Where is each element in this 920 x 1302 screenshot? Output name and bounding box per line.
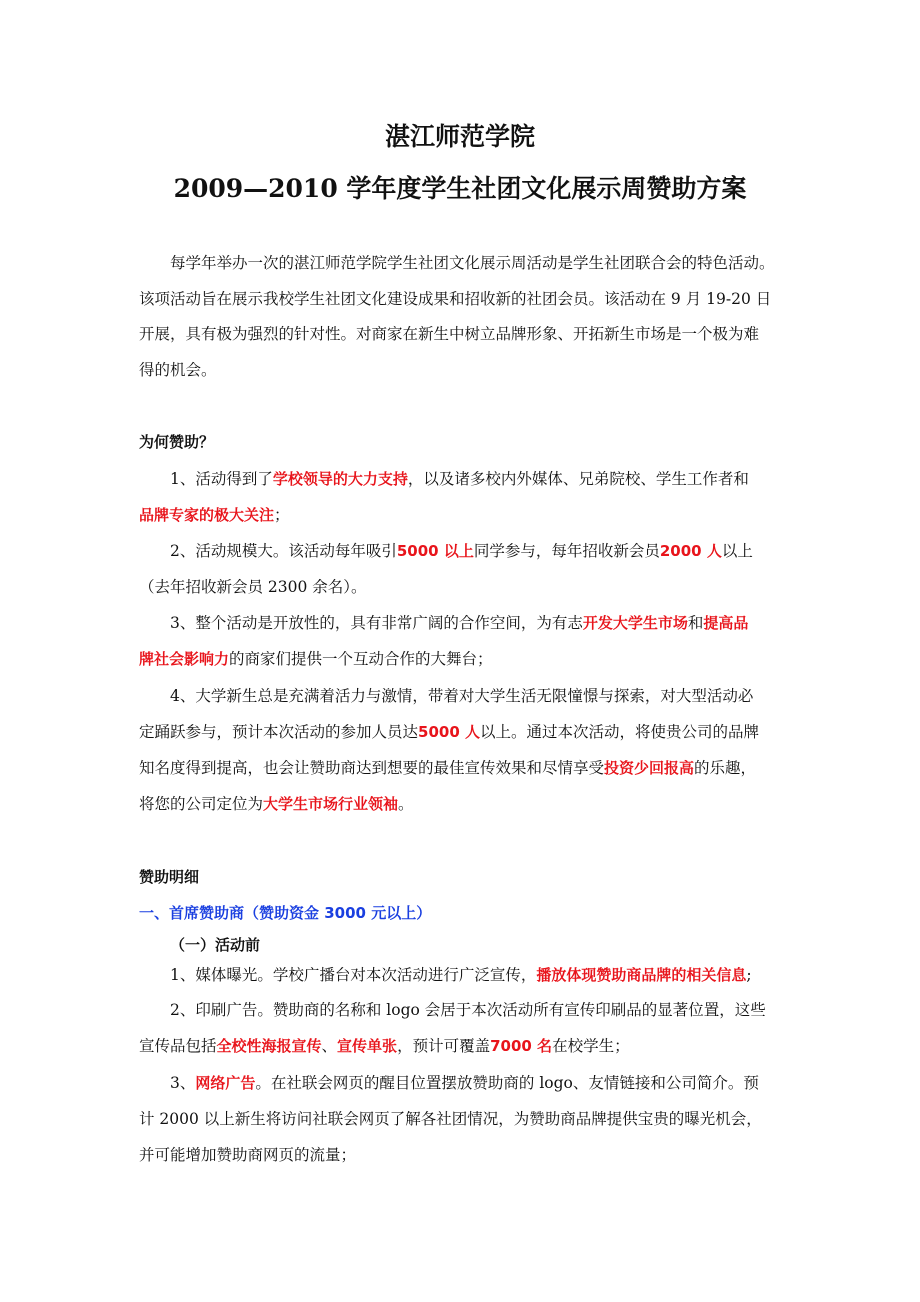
why-point-2-cont: （去年招收新会员 2300 余名）。 xyxy=(139,578,367,596)
highlight: 播放体现赞助商品牌的相关信息 xyxy=(536,966,747,984)
detail-item-3: 3、网络广告。在社联会网页的醒目位置摆放赞助商的 logo、友情链接和公司简介。预 xyxy=(170,1074,759,1092)
highlight: 提高品 xyxy=(703,614,749,632)
why-point-3-cont: 牌社会影响力的商家们提供一个互动合作的大舞台； xyxy=(139,650,493,668)
detail-heading: 赞助明细 xyxy=(139,868,200,886)
document-title-line1: 湛江师范学院 xyxy=(384,122,535,151)
intro-line: 该项活动旨在展示我校学生社团文化建设成果和招收新的社团会员。该活动在 9 月 19-20 日 xyxy=(139,290,772,308)
why-point-4: 4、大学新生总是充满着活力与激情，带着对大学生活无限憧憬与探索，对大型活动必 xyxy=(170,687,754,705)
tier-1-heading: 一、首席赞助商（赞助资金 3000 元以上） xyxy=(139,904,432,922)
why-point-4-cont: 将您的公司定位为大学生市场行业领袖。 xyxy=(139,795,414,813)
detail-item-1: 1、媒体曝光。学校广播台对本次活动进行广泛宣传，播放体现赞助商品牌的相关信息; xyxy=(170,966,752,984)
highlight: 全校性海报宣传 xyxy=(216,1037,322,1055)
intro-line: 每学年举办一次的湛江师范学院学生社团文化展示周活动是学生社团联合会的特色活动。 xyxy=(170,254,775,272)
why-heading: 为何赞助？ xyxy=(139,433,215,451)
highlight: 大学生市场行业领袖 xyxy=(263,795,399,813)
detail-item-3-cont: 并可能增加赞助商网页的流量； xyxy=(139,1146,357,1164)
highlight: 品牌专家的极大关注 xyxy=(139,506,275,524)
detail-item-2: 2、印刷广告。赞助商的名称和 logo 会居于本次活动所有宣传印刷品的显著位置，这些 xyxy=(170,1001,766,1019)
document-title-line2: 2009—2010 学年度学生社团文化展示周赞助方案 xyxy=(173,174,747,203)
intro-line: 得的机会。 xyxy=(139,361,217,379)
why-point-1: 1、活动得到了学校领导的大力支持，以及诸多校内外媒体、兄弟院校、学生工作者和 xyxy=(170,470,749,488)
why-point-1-cont: 品牌专家的极大关注； xyxy=(139,506,290,524)
highlight: 开发大学生市场 xyxy=(582,614,688,632)
sub-heading-before-event: （一）活动前 xyxy=(170,936,261,954)
detail-item-3-cont: 计 2000 以上新生将访问社联会网页了解各社团情况，为赞助商品牌提供宝贵的曝光机会， xyxy=(139,1110,762,1128)
highlight: 网络广告 xyxy=(195,1074,256,1092)
why-point-4-cont: 定踊跃参与，预计本次活动的参加人员达5000 人以上。通过本次活动，将使贵公司的品牌 xyxy=(139,723,760,741)
highlight: 宣传单张 xyxy=(337,1037,398,1055)
intro-line: 开展，具有极为强烈的针对性。对商家在新生中树立品牌形象、开拓新生市场是一个极为难 xyxy=(139,325,760,343)
detail-item-2-cont: 宣传品包括全校性海报宣传、宣传单张，预计可覆盖7000 名在校学生； xyxy=(139,1037,630,1055)
highlight: 学校领导的大力支持 xyxy=(272,470,408,488)
highlight: 2000 人 xyxy=(659,542,722,560)
highlight: 5000 人 xyxy=(418,723,480,741)
highlight: 牌社会影响力 xyxy=(139,650,230,668)
why-point-3: 3、整个活动是开放性的，具有非常广阔的合作空间，为有志开发大学生市场和提高品 xyxy=(170,614,749,632)
why-point-2: 2、活动规模大。该活动每年吸引5000 以上同学参与，每年招收新会员2000 人以上 xyxy=(170,542,753,560)
why-point-4-cont: 知名度得到提高，也会让赞助商达到想要的最佳宣传效果和尽情享受投资少回报高的乐趣， xyxy=(139,759,757,777)
highlight: 投资少回报高 xyxy=(604,759,695,777)
highlight: 5000 以上 xyxy=(396,542,474,560)
highlight: 7000 名 xyxy=(490,1037,553,1055)
